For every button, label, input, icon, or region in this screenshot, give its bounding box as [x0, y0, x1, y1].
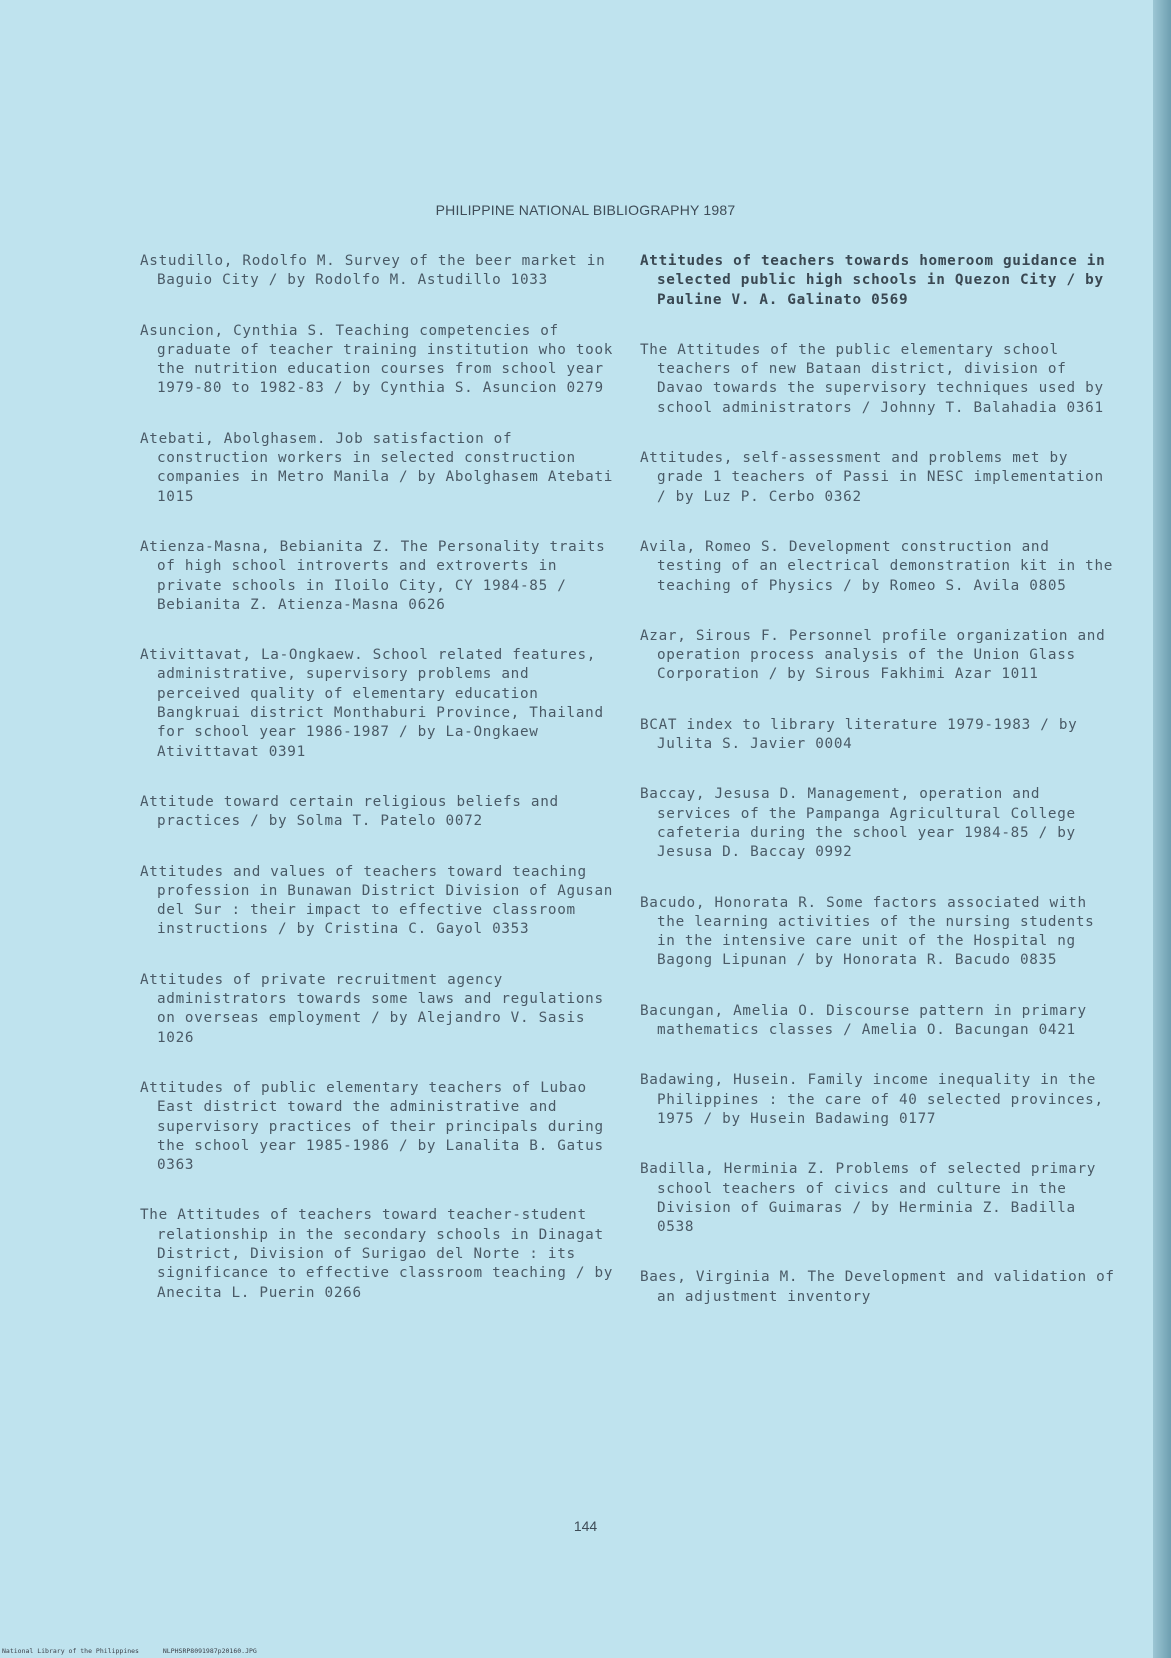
bibliography-entry: Azar, Sirous F. Personnel profile organization and operation process analysis of the Union Glass Corporation / by Sirous Fakhimi Azar 1011 [640, 627, 1106, 683]
bibliography-entry: Badawing, Husein. Family income inequality in the Philippines : the care of 40 selected provinces, 1975 / by Husein Badawing 0177 [640, 1072, 1104, 1127]
bibliography-entry: Astudillo, Rodolfo M. Survey of the beer market in Baguio City / by Rodolfo M. Astudillo 1033 [140, 253, 606, 289]
bibliography-entry: Asuncion, Cynthia S. Teaching competencies of graduate of teacher training institution who took the nutrition education courses from school year 1979-80 to 1982-83 / by Cynthia S. Asuncion 0279 [140, 322, 614, 397]
bibliography-entry: Attitudes and values of teachers toward teaching profession in Bunawan District Division of Agusan del Sur : their impact to effective classroom instructions / by Cristina C. Gayol 0353 [140, 863, 614, 938]
bibliography-entry: The Attitudes of teachers toward teacher-student relationship in the secondary schools in Dinagat District, Division of Surigao del Norte : its significance to effective classroom teaching / by Anecita L. Puerin 0266 [140, 1207, 614, 1301]
footer-library: National Library of the Philippines [2, 1647, 139, 1655]
bibliography-entry: Avila, Romeo S. Development construction and testing of an electrical demonstration kit in the teaching of Physics / by Romeo S. Avila 0805 [640, 538, 1114, 594]
bibliography-entry: Bacungan, Amelia O. Discourse pattern in primary mathematics classes / Amelia O. Bacungan 0421 [640, 1002, 1087, 1039]
bibliography-entry: Baes, Virginia M. The Development and validation of an adjustment inventory [640, 1269, 1115, 1305]
bibliography-entry: Ativittavat, La-Ongkaew. School related features, administrative, supervisory problems and perceived quality of elementary education Bangkruai district Monthaburi Province, Thailand for school year 1986-1987 / by La-Ongkaew Ativittavat 0391 [140, 647, 604, 760]
left-column [140, 252, 620, 1334]
scan-footer [2, 1647, 277, 1655]
bibliography-entry: Atebati, Abolghasem. Job satisfaction of construction workers in selected construction companies in Metro Manila / by Abolghasem Atebati 1015 [140, 430, 614, 505]
bibliography-entry: Attitudes of private recruitment agency administrators towards some laws and regulations on overseas employment / by Alejandro V. Sasis 1026 [140, 971, 604, 1046]
bibliography-entry: Badilla, Herminia Z. Problems of selected primary school teachers of civics and culture in the Division of Guimaras / by Herminia Z. Badilla 0538 [640, 1161, 1097, 1236]
bibliography-entry: BCAT index to library literature 1979-1983 / by Julita S. Javier 0004 [640, 716, 1078, 753]
page-edge-shadow [1153, 0, 1171, 1658]
bibliography-entry: Attitudes of public elementary teachers of Lubao East district toward the administrative and supervisory practices of their principals during the school year 1985-1986 / by Lanalita B. Gatus 0363 [140, 1079, 604, 1174]
right-column [640, 252, 1120, 1338]
page-number: 144 [573, 1518, 598, 1534]
bibliography-entry: Atienza-Masna, Bebianita Z. The Personality traits of high school introverts and extroverts in private schools in Iloilo City, CY 1984-85 / Bebianita Z. Atienza-Masna 0626 [140, 538, 606, 613]
bibliography-entry: Bacudo, Honorata R. Some factors associated with the learning activities of the nursing students in the intensive care unit of the Hospital ng Bagong Lipunan / by Honorata R. Bacudo 0835 [640, 894, 1095, 969]
footer-filename: NLPHSRP8091987p20160.JPG [162, 1647, 257, 1655]
bibliography-entry: Attitudes, self-assessment and problems met by grade 1 teachers of Passi in NESC implementation / by Luz P. Cerbo 0362 [640, 450, 1104, 505]
bibliography-entry: The Attitudes of the public elementary school teachers of new Bataan district, division of Davao towards the supervisory techniques used by school administrators / Johnny T. Balahadia 0361 [640, 341, 1104, 416]
page-header: PHILIPPINE NATIONAL BIBLIOGRAPHY 1987 [435, 202, 736, 218]
bibliography-entry: Baccay, Jesusa D. Management, operation and services of the Pampanga Agricultural College cafeteria during the school year 1984-85 / by Jesusa D. Baccay 0992 [640, 786, 1076, 861]
bibliography-entry: Attitude toward certain religious beliefs and practices / by Solma T. Patelo 0072 [140, 793, 559, 830]
bibliography-entry-highlighted: Attitudes of teachers towards homeroom guidance in selected public high schools in Quezon City / by Pauline V. A. Galinato 0569 [640, 253, 1106, 308]
